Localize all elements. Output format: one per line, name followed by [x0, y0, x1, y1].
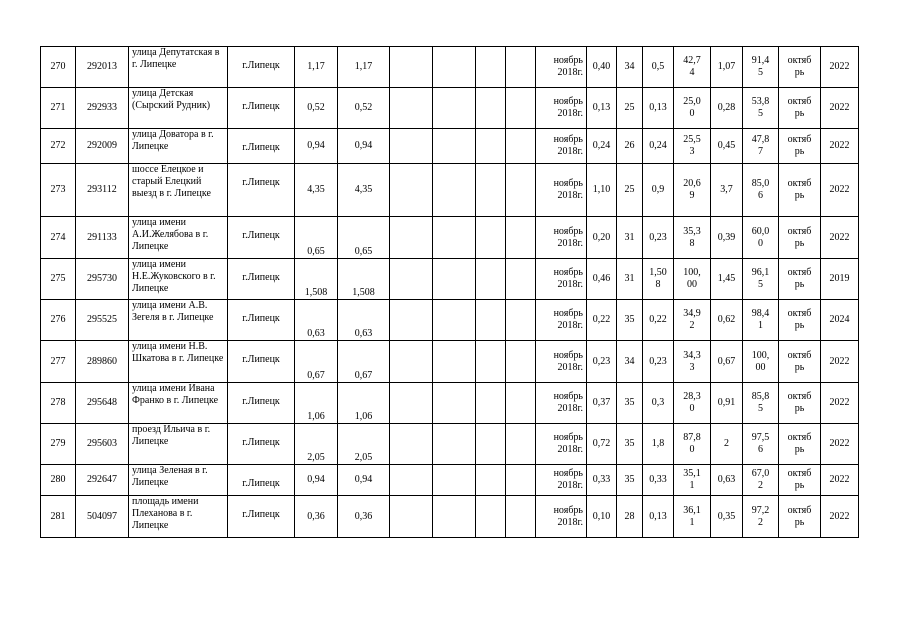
empty-cell: [476, 47, 506, 88]
value-c: 1,8: [643, 424, 674, 465]
road-code: 295603: [76, 424, 129, 465]
row-number: 275: [41, 259, 76, 300]
length-value: 0,52: [338, 88, 390, 129]
survey-date: ноябрь 2018г.: [536, 300, 587, 341]
length-total: 0,65: [295, 217, 338, 259]
value-f: 91,4 5: [743, 47, 779, 88]
empty-cell: [476, 383, 506, 424]
empty-cell: [506, 341, 536, 383]
survey-date: ноябрь 2018г.: [536, 341, 587, 383]
street-name: улица имени Ивана Франко в г. Липецке: [129, 383, 228, 424]
month-name: октяб рь: [779, 47, 821, 88]
value-c: 0,9: [643, 164, 674, 217]
length-total: 4,35: [295, 164, 338, 217]
empty-cell: [390, 88, 433, 129]
street-name: проезд Ильича в г. Липецке: [129, 424, 228, 465]
value-d: 20,6 9: [674, 164, 711, 217]
value-c: 1,50 8: [643, 259, 674, 300]
value-e: 0,28: [711, 88, 743, 129]
value-a: 0,46: [587, 259, 617, 300]
length-total: 0,94: [295, 465, 338, 496]
empty-cell: [433, 88, 476, 129]
empty-cell: [390, 424, 433, 465]
street-name: улица Детская (Сырский Рудник): [129, 88, 228, 129]
value-f: 97,2 2: [743, 496, 779, 538]
city-name: г.Липецк: [228, 164, 295, 217]
street-name: улица имени А.И.Желябова в г. Липецке: [129, 217, 228, 259]
month-name: октяб рь: [779, 341, 821, 383]
value-e: 0,62: [711, 300, 743, 341]
value-e: 0,35: [711, 496, 743, 538]
road-code: 292933: [76, 88, 129, 129]
value-a: 0,23: [587, 341, 617, 383]
value-e: 0,39: [711, 217, 743, 259]
length-value: 1,06: [338, 383, 390, 424]
value-e: 3,7: [711, 164, 743, 217]
street-name: шоссе Елецкое и старый Елецкий выезд в г. Липецке: [129, 164, 228, 217]
value-f: 97,5 6: [743, 424, 779, 465]
empty-cell: [506, 383, 536, 424]
year-value: 2024: [821, 300, 859, 341]
length-total: 0,63: [295, 300, 338, 341]
value-e: 0,45: [711, 129, 743, 164]
empty-cell: [476, 341, 506, 383]
month-name: октяб рь: [779, 164, 821, 217]
value-a: 0,24: [587, 129, 617, 164]
table-row: [41, 88, 859, 129]
row-number: 272: [41, 129, 76, 164]
value-d: 35,3 8: [674, 217, 711, 259]
empty-cell: [476, 300, 506, 341]
value-f: 47,8 7: [743, 129, 779, 164]
value-a: 0,40: [587, 47, 617, 88]
value-f: 98,4 1: [743, 300, 779, 341]
value-d: 100, 00: [674, 259, 711, 300]
table-body: [41, 47, 859, 538]
city-name: г.Липецк: [228, 88, 295, 129]
value-e: 2: [711, 424, 743, 465]
length-value: 2,05: [338, 424, 390, 465]
value-d: 25,0 0: [674, 88, 711, 129]
month-name: октяб рь: [779, 300, 821, 341]
value-a: 1,10: [587, 164, 617, 217]
city-name: г.Липецк: [228, 129, 295, 164]
empty-cell: [390, 465, 433, 496]
value-b: 34: [617, 341, 643, 383]
empty-cell: [506, 259, 536, 300]
value-c: 0,33: [643, 465, 674, 496]
table-row: [41, 465, 859, 496]
table-row: [41, 259, 859, 300]
road-code: 504097: [76, 496, 129, 538]
empty-cell: [506, 129, 536, 164]
length-total: 1,17: [295, 47, 338, 88]
table-row: [41, 341, 859, 383]
street-name: улица имени Н.Е.Жуковского в г. Липецке: [129, 259, 228, 300]
city-name: г.Липецк: [228, 47, 295, 88]
empty-cell: [506, 465, 536, 496]
empty-cell: [506, 217, 536, 259]
row-number: 274: [41, 217, 76, 259]
empty-cell: [476, 496, 506, 538]
empty-cell: [433, 496, 476, 538]
table-row: [41, 496, 859, 538]
road-code: 293112: [76, 164, 129, 217]
value-c: 0,23: [643, 217, 674, 259]
empty-cell: [390, 164, 433, 217]
table-row: [41, 300, 859, 341]
value-e: 0,67: [711, 341, 743, 383]
value-a: 0,13: [587, 88, 617, 129]
empty-cell: [476, 424, 506, 465]
length-value: 4,35: [338, 164, 390, 217]
roads-table: [40, 46, 859, 538]
row-number: 279: [41, 424, 76, 465]
table-row: [41, 47, 859, 88]
value-a: 0,20: [587, 217, 617, 259]
street-name: улица Депутатская в г. Липецке: [129, 47, 228, 88]
empty-cell: [433, 47, 476, 88]
length-total: 2,05: [295, 424, 338, 465]
value-a: 0,37: [587, 383, 617, 424]
empty-cell: [433, 383, 476, 424]
empty-cell: [433, 217, 476, 259]
value-d: 42,7 4: [674, 47, 711, 88]
value-b: 31: [617, 259, 643, 300]
street-name: улица имени Н.В. Шкатова в г. Липецке: [129, 341, 228, 383]
survey-date: ноябрь 2018г.: [536, 496, 587, 538]
value-b: 25: [617, 88, 643, 129]
value-b: 26: [617, 129, 643, 164]
city-name: г.Липецк: [228, 217, 295, 259]
year-value: 2022: [821, 341, 859, 383]
length-total: 1,508: [295, 259, 338, 300]
row-number: 270: [41, 47, 76, 88]
empty-cell: [433, 465, 476, 496]
year-value: 2022: [821, 383, 859, 424]
value-b: 34: [617, 47, 643, 88]
street-name: площадь имени Плеханова в г. Липецке: [129, 496, 228, 538]
length-value: 1,17: [338, 47, 390, 88]
value-a: 0,22: [587, 300, 617, 341]
value-c: 0,22: [643, 300, 674, 341]
road-code: 292013: [76, 47, 129, 88]
year-value: 2022: [821, 47, 859, 88]
empty-cell: [506, 424, 536, 465]
value-d: 28,3 0: [674, 383, 711, 424]
table-row: [41, 164, 859, 217]
empty-cell: [390, 383, 433, 424]
length-value: 0,65: [338, 217, 390, 259]
value-f: 67,0 2: [743, 465, 779, 496]
survey-date: ноябрь 2018г.: [536, 383, 587, 424]
street-name: улица Доватора в г. Липецке: [129, 129, 228, 164]
empty-cell: [476, 164, 506, 217]
row-number: 277: [41, 341, 76, 383]
survey-date: ноябрь 2018г.: [536, 47, 587, 88]
value-f: 60,0 0: [743, 217, 779, 259]
empty-cell: [506, 47, 536, 88]
empty-cell: [390, 259, 433, 300]
length-total: 1,06: [295, 383, 338, 424]
city-name: г.Липецк: [228, 300, 295, 341]
value-e: 1,45: [711, 259, 743, 300]
value-f: 85,0 6: [743, 164, 779, 217]
empty-cell: [390, 341, 433, 383]
road-code: 289860: [76, 341, 129, 383]
value-d: 34,3 3: [674, 341, 711, 383]
value-c: 0,3: [643, 383, 674, 424]
table-row: [41, 217, 859, 259]
value-d: 35,1 1: [674, 465, 711, 496]
empty-cell: [433, 300, 476, 341]
year-value: 2022: [821, 217, 859, 259]
empty-cell: [506, 300, 536, 341]
empty-cell: [433, 164, 476, 217]
survey-date: ноябрь 2018г.: [536, 88, 587, 129]
value-f: 96,1 5: [743, 259, 779, 300]
survey-date: ноябрь 2018г.: [536, 465, 587, 496]
value-b: 35: [617, 383, 643, 424]
road-code: 291133: [76, 217, 129, 259]
city-name: г.Липецк: [228, 341, 295, 383]
value-b: 35: [617, 424, 643, 465]
value-a: 0,10: [587, 496, 617, 538]
empty-cell: [476, 465, 506, 496]
year-value: 2022: [821, 424, 859, 465]
year-value: 2022: [821, 129, 859, 164]
month-name: октяб рь: [779, 424, 821, 465]
value-d: 36,1 1: [674, 496, 711, 538]
empty-cell: [506, 88, 536, 129]
street-name: улица имени А.В. Зегеля в г. Липецке: [129, 300, 228, 341]
empty-cell: [476, 88, 506, 129]
length-total: 0,94: [295, 129, 338, 164]
value-c: 0,23: [643, 341, 674, 383]
year-value: 2022: [821, 164, 859, 217]
row-number: 281: [41, 496, 76, 538]
length-value: 0,94: [338, 129, 390, 164]
value-b: 25: [617, 164, 643, 217]
length-total: 0,52: [295, 88, 338, 129]
value-f: 85,8 5: [743, 383, 779, 424]
row-number: 280: [41, 465, 76, 496]
value-b: 28: [617, 496, 643, 538]
city-name: г.Липецк: [228, 383, 295, 424]
month-name: октяб рь: [779, 465, 821, 496]
row-number: 276: [41, 300, 76, 341]
empty-cell: [506, 496, 536, 538]
empty-cell: [390, 47, 433, 88]
length-value: 0,67: [338, 341, 390, 383]
value-a: 0,72: [587, 424, 617, 465]
length-value: 0,63: [338, 300, 390, 341]
month-name: октяб рь: [779, 88, 821, 129]
survey-date: ноябрь 2018г.: [536, 424, 587, 465]
road-code: 295525: [76, 300, 129, 341]
road-code: 295730: [76, 259, 129, 300]
survey-date: ноябрь 2018г.: [536, 129, 587, 164]
value-b: 35: [617, 465, 643, 496]
year-value: 2022: [821, 496, 859, 538]
value-f: 53,8 5: [743, 88, 779, 129]
empty-cell: [476, 217, 506, 259]
value-b: 35: [617, 300, 643, 341]
road-code: 292009: [76, 129, 129, 164]
row-number: 273: [41, 164, 76, 217]
survey-date: ноябрь 2018г.: [536, 164, 587, 217]
year-value: 2019: [821, 259, 859, 300]
empty-cell: [390, 129, 433, 164]
city-name: г.Липецк: [228, 259, 295, 300]
value-d: 87,8 0: [674, 424, 711, 465]
length-value: 0,36: [338, 496, 390, 538]
road-code: 295648: [76, 383, 129, 424]
value-c: 0,13: [643, 88, 674, 129]
city-name: г.Липецк: [228, 424, 295, 465]
month-name: октяб рь: [779, 496, 821, 538]
value-d: 25,5 3: [674, 129, 711, 164]
value-c: 0,5: [643, 47, 674, 88]
month-name: октяб рь: [779, 129, 821, 164]
empty-cell: [506, 164, 536, 217]
row-number: 278: [41, 383, 76, 424]
month-name: октяб рь: [779, 217, 821, 259]
length-value: 0,94: [338, 465, 390, 496]
month-name: октяб рь: [779, 383, 821, 424]
empty-cell: [433, 129, 476, 164]
length-value: 1,508: [338, 259, 390, 300]
value-a: 0,33: [587, 465, 617, 496]
value-e: 1,07: [711, 47, 743, 88]
empty-cell: [433, 259, 476, 300]
year-value: 2022: [821, 465, 859, 496]
length-total: 0,36: [295, 496, 338, 538]
empty-cell: [390, 300, 433, 341]
road-code: 292647: [76, 465, 129, 496]
row-number: 271: [41, 88, 76, 129]
value-d: 34,9 2: [674, 300, 711, 341]
table-row: [41, 424, 859, 465]
city-name: г.Липецк: [228, 465, 295, 496]
value-c: 0,13: [643, 496, 674, 538]
length-total: 0,67: [295, 341, 338, 383]
table-row: [41, 129, 859, 164]
empty-cell: [390, 217, 433, 259]
empty-cell: [476, 259, 506, 300]
table-row: [41, 383, 859, 424]
value-b: 31: [617, 217, 643, 259]
empty-cell: [476, 129, 506, 164]
empty-cell: [433, 341, 476, 383]
year-value: 2022: [821, 88, 859, 129]
value-e: 0,63: [711, 465, 743, 496]
street-name: улица Зеленая в г. Липецке: [129, 465, 228, 496]
survey-date: ноябрь 2018г.: [536, 259, 587, 300]
city-name: г.Липецк: [228, 496, 295, 538]
value-c: 0,24: [643, 129, 674, 164]
empty-cell: [390, 496, 433, 538]
value-f: 100, 00: [743, 341, 779, 383]
month-name: октяб рь: [779, 259, 821, 300]
empty-cell: [433, 424, 476, 465]
survey-date: ноябрь 2018г.: [536, 217, 587, 259]
value-e: 0,91: [711, 383, 743, 424]
